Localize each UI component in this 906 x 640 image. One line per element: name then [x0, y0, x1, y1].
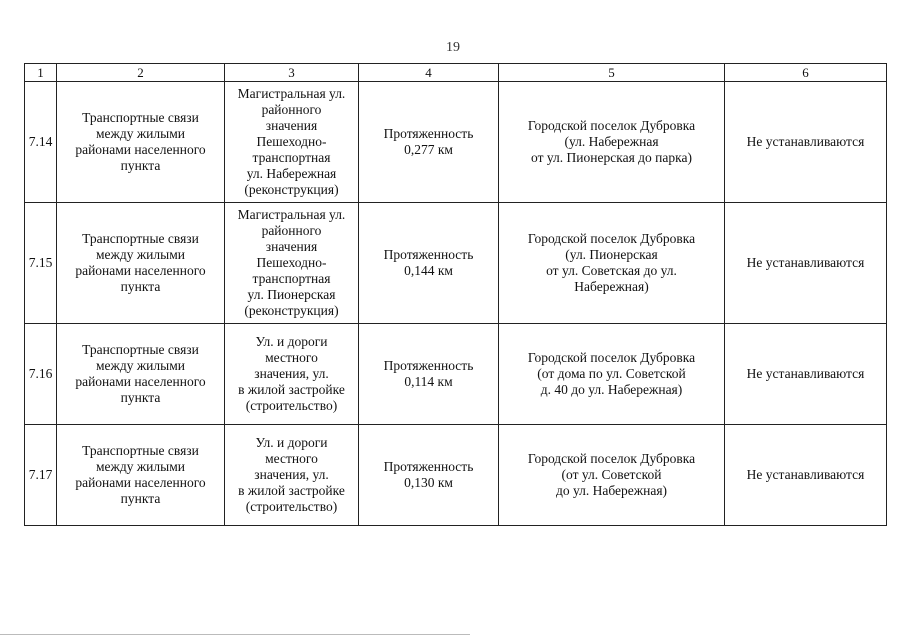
table-row	[25, 203, 887, 324]
object-name-text: Транспортные связи между жилыми районами населенного пункта	[75, 342, 206, 405]
row-number-text: 7.15	[28, 255, 53, 270]
object-name-text: Транспортные связи между жилыми районами населенного пункта	[75, 443, 206, 506]
page-number: 19	[446, 40, 460, 55]
column-header: 5	[499, 64, 725, 82]
row-number	[25, 425, 57, 526]
location-text: Городской поселок Дубровка (ул. Пионерская от ул. Советская до ул. Набережная)	[527, 231, 696, 294]
location-cell	[499, 82, 725, 203]
zones-text: Не устанавливаются	[746, 366, 865, 381]
row-number	[25, 203, 57, 324]
location-text: Городской поселок Дубровка (от ул. Советской до ул. Набережная)	[527, 451, 696, 498]
length-cell	[359, 203, 499, 324]
column-header: 3	[225, 64, 359, 82]
scan-edge-line	[0, 634, 470, 635]
object-name-cell	[57, 324, 225, 425]
object-name-cell	[57, 203, 225, 324]
location-cell	[499, 324, 725, 425]
object-type-cell	[225, 425, 359, 526]
object-type-cell	[225, 82, 359, 203]
object-type-text: Магистральная ул. районного значения Пешеходно- транспортная ул. Пионерская (реконструкция)	[237, 207, 346, 318]
length-cell	[359, 82, 499, 203]
location-text: Городской поселок Дубровка (ул. Набережная от ул. Пионерская до парка)	[527, 118, 696, 165]
zones-text: Не устанавливаются	[746, 255, 865, 270]
object-name-cell	[57, 82, 225, 203]
length-text: Протяженность 0,114 км	[383, 358, 474, 389]
object-name-cell	[57, 425, 225, 526]
table-header-row	[25, 64, 887, 82]
length-text: Протяженность 0,130 км	[383, 459, 474, 490]
row-number	[25, 82, 57, 203]
object-type-text: Магистральная ул. районного значения Пешеходно- транспортная ул. Набережная (реконструкция)	[237, 86, 346, 197]
length-cell	[359, 425, 499, 526]
column-header: 4	[359, 64, 499, 82]
zones-cell	[725, 425, 887, 526]
zones-cell	[725, 203, 887, 324]
column-header: 1	[25, 64, 57, 82]
object-name-text: Транспортные связи между жилыми районами населенного пункта	[75, 110, 206, 173]
zones-text: Не устанавливаются	[746, 467, 865, 482]
row-number	[25, 324, 57, 425]
table-row	[25, 324, 887, 425]
length-cell	[359, 324, 499, 425]
location-cell	[499, 425, 725, 526]
object-name-text: Транспортные связи между жилыми районами населенного пункта	[75, 231, 206, 294]
zones-cell	[725, 82, 887, 203]
objects-table	[24, 63, 887, 526]
row-number-text: 7.14	[28, 134, 53, 149]
zones-cell	[725, 324, 887, 425]
length-text: Протяженность 0,277 км	[383, 126, 474, 157]
row-number-text: 7.16	[28, 366, 53, 381]
location-cell	[499, 203, 725, 324]
row-number-text: 7.17	[28, 467, 53, 482]
column-header: 2	[57, 64, 225, 82]
zones-text: Не устанавливаются	[746, 134, 865, 149]
object-type-text: Ул. и дороги местного значения, ул. в жилой застройке (строительство)	[238, 435, 345, 514]
table-row	[25, 425, 887, 526]
object-type-text: Ул. и дороги местного значения, ул. в жилой застройке (строительство)	[238, 334, 345, 413]
length-text: Протяженность 0,144 км	[383, 247, 474, 278]
column-header: 6	[725, 64, 887, 82]
object-type-cell	[225, 203, 359, 324]
object-type-cell	[225, 324, 359, 425]
table-row	[25, 82, 887, 203]
location-text: Городской поселок Дубровка (от дома по ул. Советской д. 40 до ул. Набережная)	[527, 350, 696, 397]
